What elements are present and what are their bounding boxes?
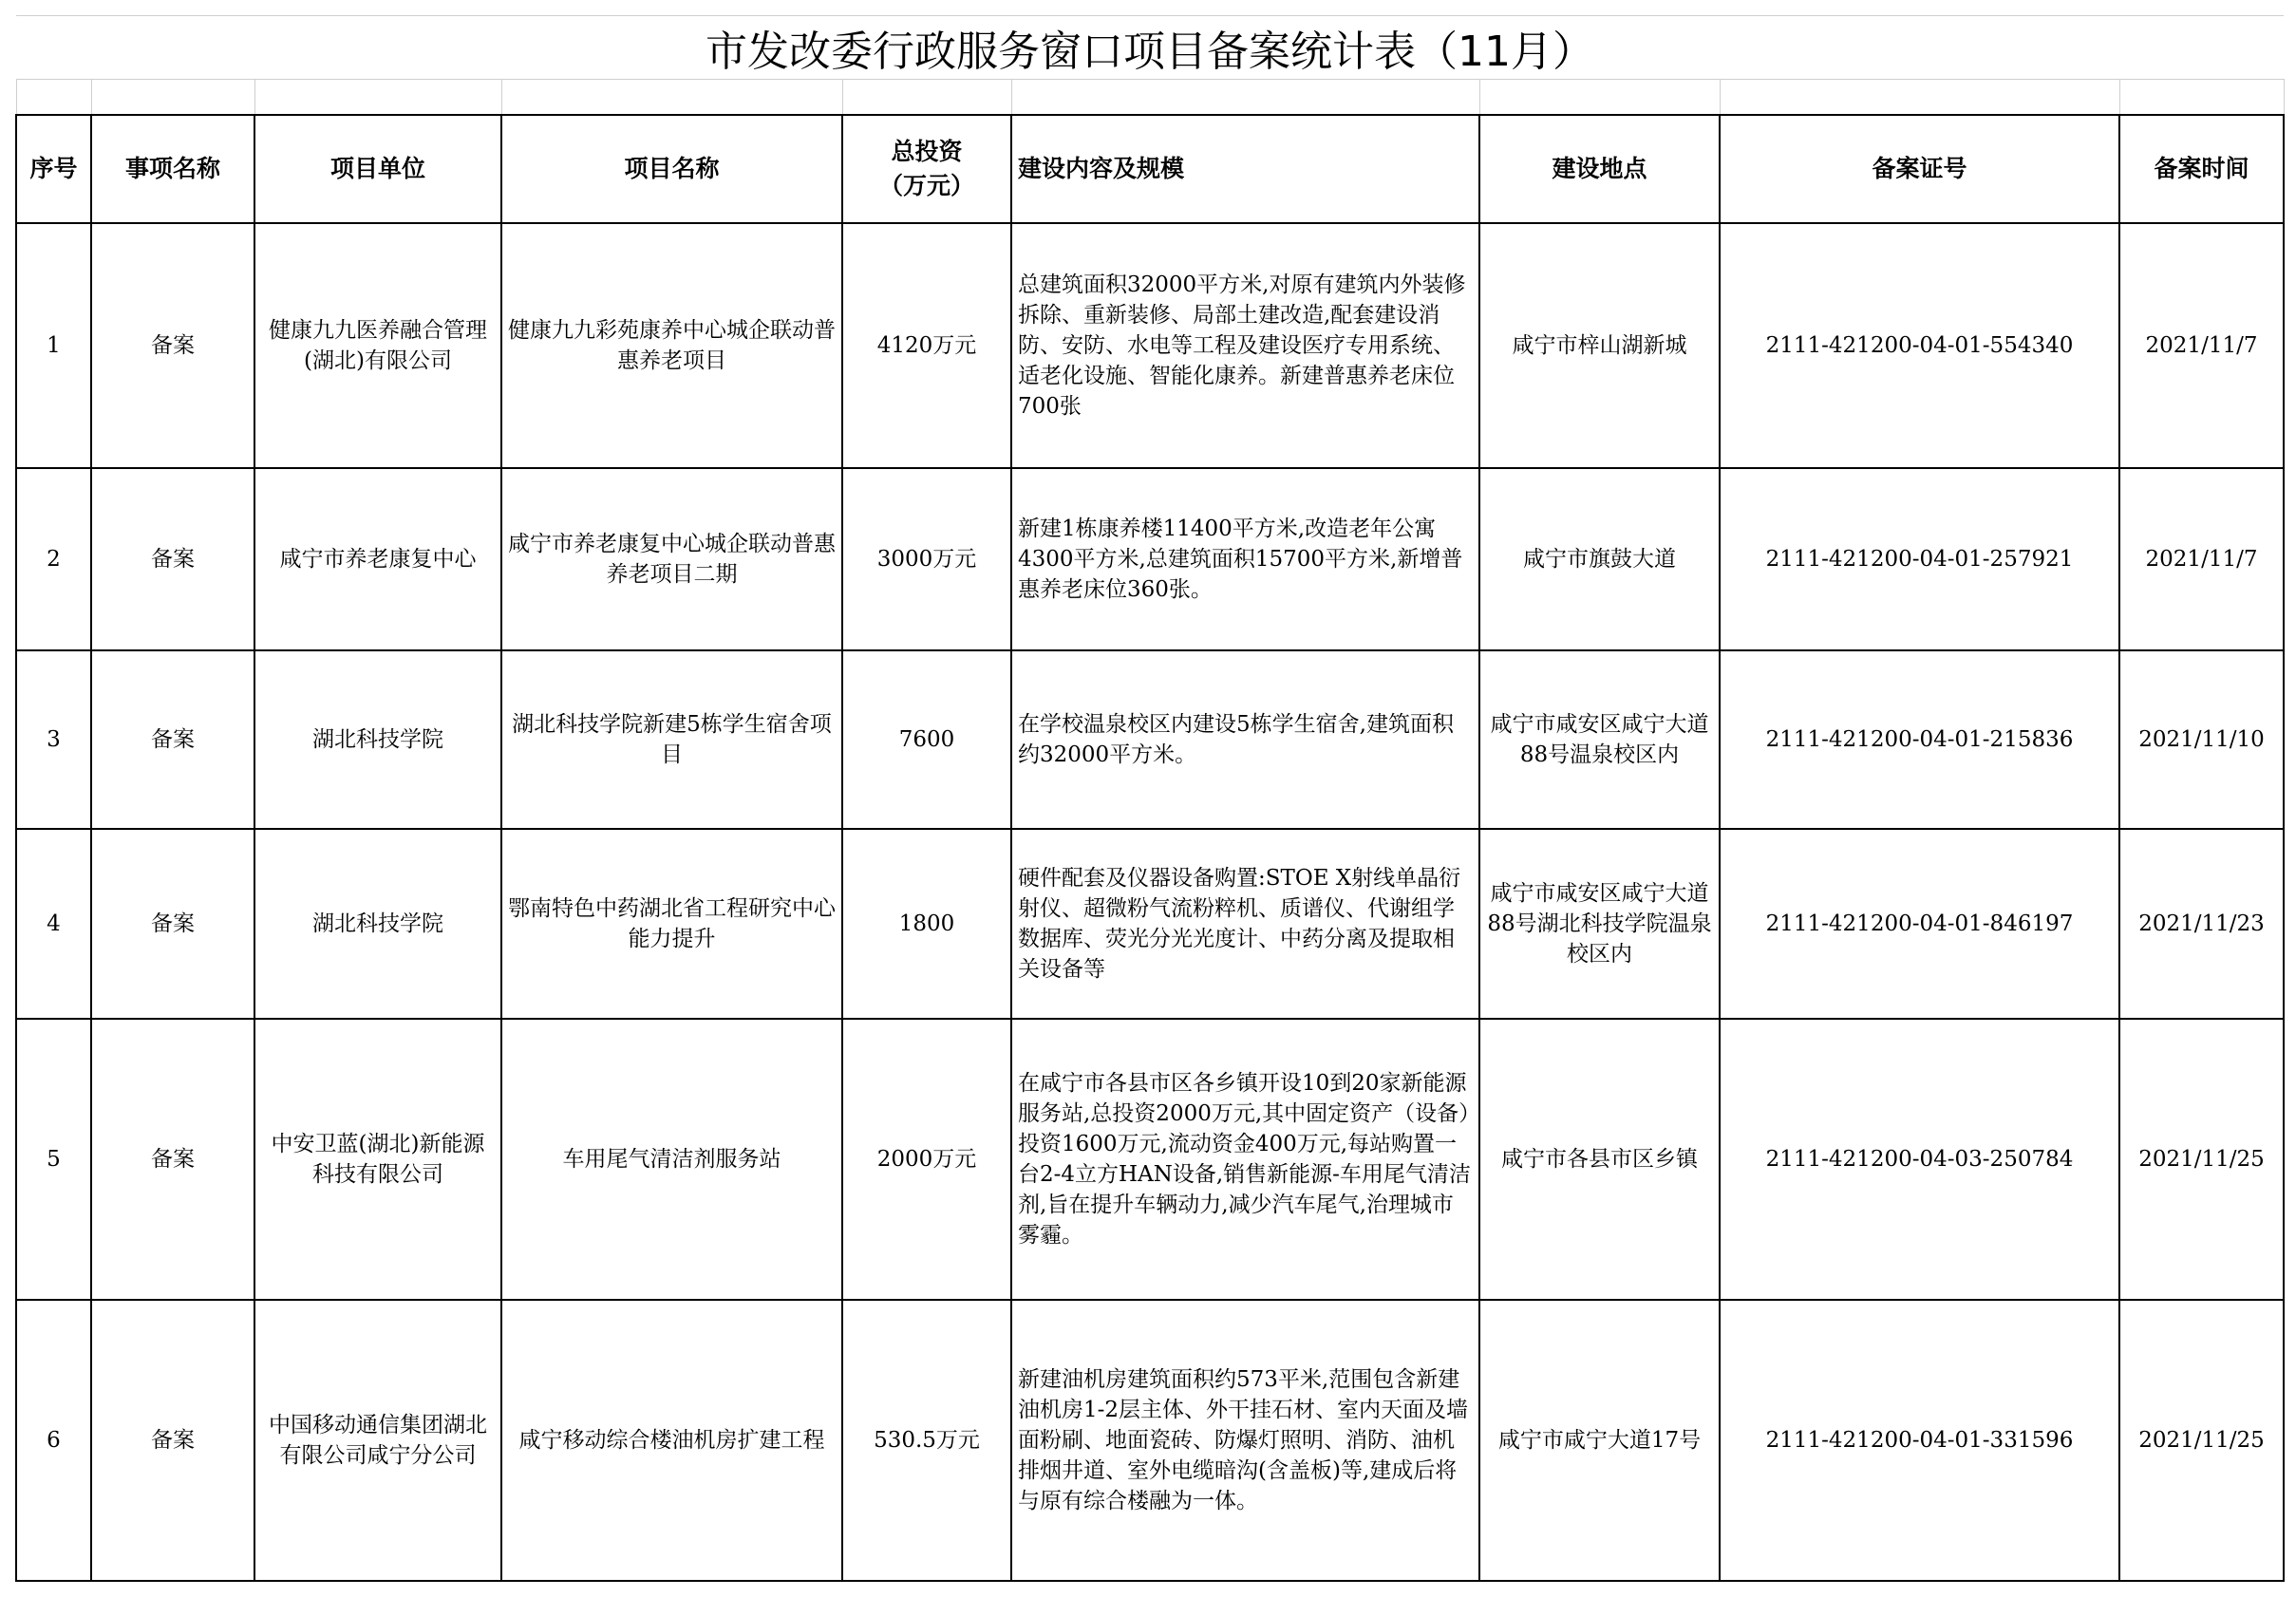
cell-date[interactable]: 2021/11/10 xyxy=(2119,650,2284,829)
cell[interactable] xyxy=(91,80,254,116)
cell-investment[interactable]: 1800 xyxy=(842,829,1011,1019)
cell-location[interactable]: 咸宁市咸安区咸宁大道88号温泉校区内 xyxy=(1479,650,1720,829)
header-seq[interactable]: 序号 xyxy=(16,115,91,223)
header-item[interactable]: 事项名称 xyxy=(91,115,254,223)
cell[interactable] xyxy=(842,80,1011,116)
header-investment[interactable] xyxy=(842,115,1011,223)
cell[interactable] xyxy=(1479,80,1720,116)
cell-unit[interactable]: 中国移动通信集团湖北有限公司咸宁分公司 xyxy=(254,1300,501,1581)
header-investment-line1: 总投资 xyxy=(891,138,963,165)
cell-project[interactable]: 鄂南特色中药湖北省工程研究中心能力提升 xyxy=(501,829,842,1019)
cell[interactable] xyxy=(254,80,501,116)
cell-date[interactable]: 2021/11/7 xyxy=(2119,468,2284,650)
cell-item[interactable]: 备案 xyxy=(91,650,254,829)
cell-cert[interactable]: 2111-421200-04-01-331596 xyxy=(1720,1300,2119,1581)
cell-cert[interactable]: 2111-421200-04-01-554340 xyxy=(1720,223,2119,468)
cell-investment[interactable]: 7600 xyxy=(842,650,1011,829)
cell-date[interactable]: 2021/11/25 xyxy=(2119,1019,2284,1300)
table-row xyxy=(16,650,2284,829)
cell-item[interactable]: 备案 xyxy=(91,468,254,650)
cell-project[interactable]: 咸宁移动综合楼油机房扩建工程 xyxy=(501,1300,842,1581)
cell-item[interactable]: 备案 xyxy=(91,1019,254,1300)
cell-cert[interactable]: 2111-421200-04-01-215836 xyxy=(1720,650,2119,829)
cell[interactable] xyxy=(16,80,91,116)
cell-project[interactable]: 咸宁市养老康复中心城企联动普惠养老项目二期 xyxy=(501,468,842,650)
cell-cert[interactable]: 2111-421200-04-01-846197 xyxy=(1720,829,2119,1019)
cell-location[interactable]: 咸宁市旗鼓大道 xyxy=(1479,468,1720,650)
cell-location[interactable]: 咸宁市咸宁大道17号 xyxy=(1479,1300,1720,1581)
header-row xyxy=(16,115,2284,223)
header-location[interactable]: 建设地点 xyxy=(1479,115,1720,223)
header-investment-line2: （万元） xyxy=(878,172,974,199)
cell-project[interactable]: 车用尾气清洁剂服务站 xyxy=(501,1019,842,1300)
cell-content[interactable]: 新建油机房建筑面积约573平米,范围包含新建油机房1-2层主体、外干挂石材、室内天面及墙面粉刷、地面瓷砖、防爆灯照明、消防、油机排烟井道、室外电缆暗沟(含盖板)等,建成后将与原有综合楼融为一体。 xyxy=(1011,1300,1479,1581)
cell-content[interactable]: 总建筑面积32000平方米,对原有建筑内外装修拆除、重新装修、局部土建改造,配套建设消防、安防、水电等工程及建设医疗专用系统、适老化设施、智能化康养。新建普惠养老床位700张 xyxy=(1011,223,1479,468)
cell-investment[interactable]: 3000万元 xyxy=(842,468,1011,650)
header-content[interactable]: 建设内容及规模 xyxy=(1011,115,1479,223)
cell-investment[interactable]: 530.5万元 xyxy=(842,1300,1011,1581)
cell-investment[interactable]: 2000万元 xyxy=(842,1019,1011,1300)
cell-item[interactable]: 备案 xyxy=(91,1300,254,1581)
cell-unit[interactable]: 中安卫蓝(湖北)新能源科技有限公司 xyxy=(254,1019,501,1300)
cell-item[interactable]: 备案 xyxy=(91,223,254,468)
cell-seq[interactable]: 6 xyxy=(16,1300,91,1581)
cell-project[interactable]: 健康九九彩苑康养中心城企联动普惠养老项目 xyxy=(501,223,842,468)
cell-date[interactable]: 2021/11/25 xyxy=(2119,1300,2284,1581)
cell[interactable] xyxy=(2119,80,2284,116)
cell[interactable] xyxy=(1011,80,1479,116)
cell-unit[interactable]: 湖北科技学院 xyxy=(254,829,501,1019)
spreadsheet xyxy=(15,15,2283,1582)
cell-unit[interactable]: 湖北科技学院 xyxy=(254,650,501,829)
cell-cert[interactable]: 2111-421200-04-01-257921 xyxy=(1720,468,2119,650)
cell-seq[interactable]: 3 xyxy=(16,650,91,829)
cell-project[interactable]: 湖北科技学院新建5栋学生宿舍项目 xyxy=(501,650,842,829)
cell-date[interactable]: 2021/11/7 xyxy=(2119,223,2284,468)
cell-date[interactable]: 2021/11/23 xyxy=(2119,829,2284,1019)
cell-content[interactable]: 硬件配套及仪器设备购置:STOE X射线单晶衍射仪、超微粉气流粉粹机、质谱仪、代谢组学数据库、荧光分光光度计、中药分离及提取相关设备等 xyxy=(1011,829,1479,1019)
cell-investment[interactable]: 4120万元 xyxy=(842,223,1011,468)
table-row xyxy=(16,829,2284,1019)
filing-table xyxy=(15,15,2285,1582)
cell-seq[interactable]: 2 xyxy=(16,468,91,650)
cell[interactable] xyxy=(1720,80,2119,116)
header-unit[interactable]: 项目单位 xyxy=(254,115,501,223)
header-project[interactable]: 项目名称 xyxy=(501,115,842,223)
blank-row xyxy=(16,80,2284,116)
cell-cert[interactable]: 2111-421200-04-03-250784 xyxy=(1720,1019,2119,1300)
header-cert[interactable]: 备案证号 xyxy=(1720,115,2119,223)
cell-location[interactable]: 咸宁市咸安区咸宁大道88号湖北科技学院温泉校区内 xyxy=(1479,829,1720,1019)
table-row xyxy=(16,1300,2284,1581)
cell-seq[interactable]: 1 xyxy=(16,223,91,468)
cell-content[interactable]: 在咸宁市各县市区各乡镇开设10到20家新能源服务站,总投资2000万元,其中固定资产（设备）投资1600万元,流动资金400万元,每站购置一台2-4立方HAN设备,销售新能源-车用尾气清洁剂,旨在提升车辆动力,减少汽车尾气,治理城市雾霾。 xyxy=(1011,1019,1479,1300)
cell-item[interactable]: 备案 xyxy=(91,829,254,1019)
cell-seq[interactable]: 5 xyxy=(16,1019,91,1300)
cell-content[interactable]: 新建1栋康养楼11400平方米,改造老年公寓4300平方米,总建筑面积15700平方米,新增普惠养老床位360张。 xyxy=(1011,468,1479,650)
cell-unit[interactable]: 咸宁市养老康复中心 xyxy=(254,468,501,650)
cell-location[interactable]: 咸宁市梓山湖新城 xyxy=(1479,223,1720,468)
header-date[interactable]: 备案时间 xyxy=(2119,115,2284,223)
cell-seq[interactable]: 4 xyxy=(16,829,91,1019)
cell-location[interactable]: 咸宁市各县市区乡镇 xyxy=(1479,1019,1720,1300)
table-row xyxy=(16,468,2284,650)
cell[interactable] xyxy=(501,80,842,116)
cell-unit[interactable]: 健康九九医养融合管理(湖北)有限公司 xyxy=(254,223,501,468)
table-row xyxy=(16,223,2284,468)
table-row xyxy=(16,1019,2284,1300)
table-title: 市发改委行政服务窗口项目备案统计表（11月） xyxy=(16,16,2284,80)
cell-content[interactable]: 在学校温泉校区内建设5栋学生宿舍,建筑面积约32000平方米。 xyxy=(1011,650,1479,829)
